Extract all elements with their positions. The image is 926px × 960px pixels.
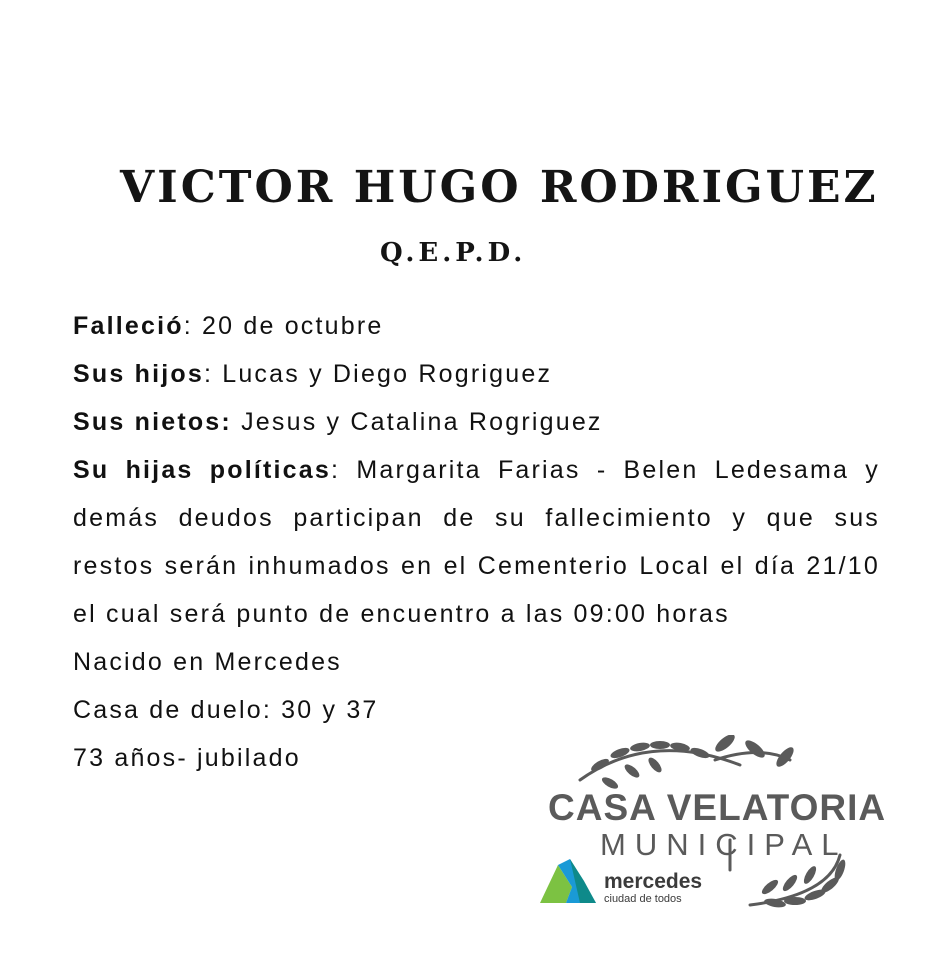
fallecio-value: : 20 de octubre bbox=[183, 312, 384, 340]
fallecio-label: Falleció bbox=[73, 312, 184, 340]
nietos-label: Sus nietos: bbox=[73, 408, 232, 436]
obituary-text bbox=[73, 302, 880, 782]
politicas-paragraph bbox=[73, 446, 880, 638]
politicas-label: Su hijas políticas bbox=[73, 456, 331, 484]
hijos-value: : Lucas y Diego Rogriguez bbox=[203, 360, 553, 388]
politicas-value: : Margarita Farias - Belen Ledesama y demás deudos participan de su fallecimiento y que sus restos serán inhumados en el Cementerio Local el día 21/10 el cual será punto de encuentro a las 09:00 horas bbox=[73, 456, 880, 628]
logo-mercedes-wordmark: mercedes bbox=[604, 870, 703, 893]
logo-casa-velatoria: CASA VELATORIA bbox=[548, 787, 887, 828]
hijos-line bbox=[73, 350, 880, 398]
edad-line: 73 años- jubilado bbox=[73, 744, 301, 772]
nacido-line: Nacido en Mercedes bbox=[73, 648, 342, 676]
nietos-value: Jesus y Catalina Rogriguez bbox=[231, 408, 603, 436]
qepd-heading: Q.E.P.D. bbox=[380, 238, 527, 268]
logo-tagline: ciudad de todos bbox=[604, 893, 682, 905]
nietos-line bbox=[73, 398, 880, 446]
deceased-name: VICTOR HUGO RODRIGUEZ bbox=[120, 162, 879, 213]
casa-duelo-line: Casa de duelo: 30 y 37 bbox=[73, 696, 379, 724]
hijos-label: Sus hijos bbox=[73, 360, 204, 388]
casa-velatoria-logo bbox=[540, 735, 887, 915]
fallecio-line bbox=[73, 302, 880, 350]
logo-municipal: MUNICIPAL bbox=[600, 827, 848, 862]
mercedes-mountain-icon bbox=[540, 859, 596, 903]
